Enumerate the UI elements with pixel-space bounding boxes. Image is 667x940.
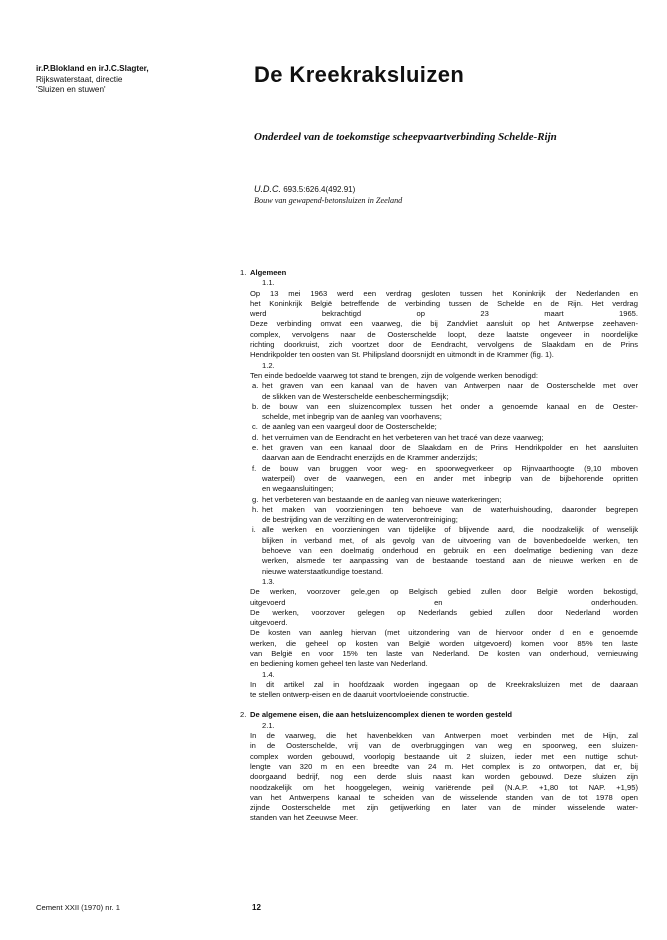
text-line: zijnde Oosterschelde met zijn getijwerking en later van de minder wisselende water-: [250, 803, 638, 813]
text-line: complex, vervolgens naar de Oosterschelde loopt, deze laatste ongeveer in noordelijke: [250, 329, 638, 339]
text-line: in de Oosterschelde, vrij van de overbruggingen van weg en spoorweg, een sluizen-: [250, 741, 638, 751]
list-item-letter: a.: [252, 381, 259, 391]
list-item-letter: f.: [252, 463, 257, 473]
article-title: De Kreekraksluizen: [254, 62, 465, 87]
section-number: 1.: [240, 268, 247, 277]
paragraph-2-1: [250, 731, 638, 824]
list-item: [250, 525, 638, 576]
list-item: [250, 505, 638, 526]
list-item: [250, 464, 638, 495]
text-line: complex worden gebouwd, voorlopig bestaande uit 2 sluizen, ieder met een nuttige schut-: [250, 751, 638, 761]
list-item-text: de bestrijding van de verzilting en de waterverontreiniging;: [262, 515, 458, 525]
paragraph-1-3: [250, 587, 638, 669]
list-item-letter: c.: [252, 422, 258, 432]
text-line: het Koninkrijk België betreffende de verbinding tussen de Schelde en de Rijn. Het verdrag: [250, 298, 638, 308]
text-line: standen van het Zeeuwse Meer.: [250, 813, 359, 823]
section-1: [240, 268, 638, 700]
list-item: [250, 495, 638, 505]
list-item-text: de bouw van een sluizencomplex tussen het onder a genoemde kanaal en de Oester-: [262, 401, 638, 411]
list-item-text: het graven van een kanaal door de Slaakdam en de Prins Hendrikpolder en het aansluiten: [262, 443, 638, 453]
list-item-text: nieuwe waterstaatkundige toestand.: [262, 566, 384, 576]
list-item-text: het verruimen van de Eendracht en het verbeteren van het tracé van deze vaarweg;: [262, 432, 544, 442]
list-item-text: en wegaansluitingen;: [262, 484, 334, 494]
text-line: werken, die geheel op kosten van België worden uitgevoerd) komen voor 85% ten laste: [250, 638, 638, 648]
paragraph-1-2-intro: Ten einde bedoelde vaarweg tot stand te brengen, zijn de volgende werken benodigd:: [250, 370, 538, 380]
list-item-text: de aanleg van een vaargeul door de Oosterschelde;: [262, 422, 437, 432]
paragraph-number: 1.4.: [262, 669, 275, 679]
page-number: 12: [252, 903, 261, 912]
list-item: [250, 402, 638, 423]
text-line: uitgevoerd.: [250, 618, 288, 628]
text-line: In de vaarweg, die het havenbekken van Antwerpen moet verbinden met de Hijn, zal: [250, 731, 638, 741]
list-item-text: het graven van een kanaal van de haven van Antwerpen naar de Oosterschelde met over: [262, 381, 638, 391]
text-line: Deze verbinding omvat een vaarweg, die bij Zandvliet aansluit op het Antwerpse zeehaven-: [250, 319, 638, 329]
list-item-text: behoeve van een doelmatig onderhoud en gebruik en een doelmatige bediening van deze: [262, 546, 638, 556]
text-line: van het Antwerpens kanaal te scheiden van de wisselende standen van de tot 1978 open: [250, 792, 638, 802]
text-line: In dit artikel zal in hoofdzaak worden ingegaan op de Kreekraksluizen met de daaraan: [250, 679, 638, 689]
text-line: van België en voor 15% ten laste van Nederland. De kosten van onderhoud, vernieuwing: [250, 648, 638, 658]
list-item-text: werken, alsmede ter aanpassing van de bestaande toestand aan de nieuwe werken en de: [262, 556, 638, 566]
section-heading: De algemene eisen, die aan hetsluizencomplex dienen te worden gesteld: [250, 710, 513, 720]
author-names: ir.P.Blokland en irJ.C.Slagter,: [36, 64, 149, 73]
section-number: 2.: [240, 710, 247, 720]
author-affiliation: Rijkswaterstaat, directie: [36, 74, 123, 84]
list-item-letter: b.: [252, 401, 259, 411]
udc-line: [254, 184, 355, 194]
list-item-letter: e.: [252, 443, 259, 453]
paragraph-1-1: [250, 289, 638, 361]
list-item-letter: i.: [252, 525, 256, 535]
text-line: lengte van 320 m en een breedte van 24 m. Het complex is zo ontworpen, dat er, bij: [250, 761, 638, 771]
list-item-text: daarvan aan de Eendracht enerzijds en de Krammer anderzijds;: [262, 453, 478, 463]
list-item-letter: h.: [252, 504, 259, 514]
article-subject: Bouw van gewapend-betonsluizen in Zeeland: [254, 196, 403, 205]
text-line: te stellen ontwerp-eisen en de daaruit voortvloeiende constructie.: [250, 690, 470, 700]
list-item-text: waterpeil) over de vaarwegen, een en ander met inbegrip van de bijbehorende opritten: [262, 473, 638, 483]
paragraph-number: 1.3.: [262, 576, 275, 586]
list-item-letter: d.: [252, 432, 259, 442]
udc-code: 693.5:626.4(492.91): [283, 185, 356, 194]
list-item-text: alle werken en voorzieningen van tijdelijke of blijvende aard, die noodzakelijk of wenselijk: [262, 525, 638, 535]
section-2: [240, 710, 638, 823]
author-block: [36, 64, 149, 96]
text-line: werd bekrachtigd op 23 maart 1965.: [250, 309, 638, 319]
list-item-letter: g.: [252, 494, 259, 504]
list-item-text: de slikken van de Westerschelde eenbeschermingsdijk;: [262, 391, 449, 401]
article-subtitle: Onderdeel van de toekomstige scheepvaartverbinding Schelde-Rijn: [254, 131, 557, 143]
text-line: De kosten van aanleg hiervan (met uitzondering van de hiervoor onder d en e genoemde: [250, 628, 638, 638]
paragraph-1-4: [250, 680, 638, 701]
paragraph-number: 1.2.: [262, 360, 275, 370]
text-line: Hendrikpolder ten oosten van St. Philipsland doorsnijdt en uitmondt in de Krammer (fig. 1).: [250, 350, 554, 360]
works-list: [250, 381, 638, 577]
section-heading: Algemeen: [250, 268, 287, 277]
list-item-text: het verbeteren van bestaande en de aanleg van nieuwe waterkeringen;: [262, 494, 502, 504]
list-item-text: het maken van voorzieningen ten behoeve van de waterhuishouding, daaronder begrepen: [262, 504, 638, 514]
udc-label: U.D.C.: [254, 184, 281, 194]
list-item: [250, 381, 638, 402]
journal-reference: Cement XXII (1970) nr. 1: [36, 903, 120, 912]
text-line: De werken, voorzover gele,gen op Belgisch gebied zullen door België worden bekostigd,: [250, 587, 638, 597]
list-item-text: blijken in verband met, of als gevolg van de uitvoering van de bovenbedoelde werken, ten: [262, 535, 638, 545]
paragraph-number: 1.1.: [262, 278, 275, 288]
list-item-text: schelde, met inbegrip van de aanleg van voorhavens;: [262, 412, 442, 422]
text-line: uitgevoerd en onderhouden.: [250, 597, 638, 607]
text-line: en bediening komen geheel ten laste van Nederland.: [250, 659, 428, 669]
text-line: noodzakelijk om het hooggelegen, weinig variërende peil (N.A.P. +1,80 tot NAP. +1,95): [250, 782, 638, 792]
author-department: 'Sluizen en stuwen': [36, 85, 106, 94]
paragraph-number: 2.1.: [262, 720, 275, 730]
text-line: doorgaand bedrijf, nog een derde sluis naast kan worden gebouwd. Deze sluizen zijn: [250, 772, 638, 782]
text-line: De werken, voorzover gelegen op Nederlands gebied zullen door Nederland worden: [250, 607, 638, 617]
list-item: [250, 422, 638, 432]
list-item-text: de bouw van bruggen voor weg- en spoorwegverkeer op Rijnvaarthoogte (9,10 mboven: [262, 463, 638, 473]
list-item: [250, 433, 638, 443]
text-line: Op 13 mei 1963 werd een verdrag gesloten tussen het Koninkrijk der Nederlanden en: [250, 288, 638, 298]
article-body: [240, 268, 638, 824]
list-item: [250, 443, 638, 464]
text-line: richting doorkruist, zich voortzet door de Eendracht, vervolgens de Slaakdam en de Prins: [250, 340, 638, 350]
